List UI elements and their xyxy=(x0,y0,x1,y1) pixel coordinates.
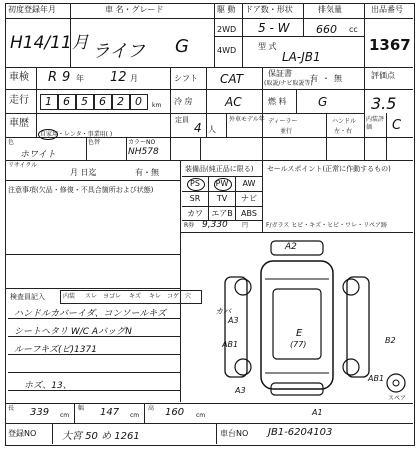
car-name-value: ライフ xyxy=(92,41,145,62)
chassis-value: JB1-6204103 xyxy=(268,427,333,438)
legend-item: キレ xyxy=(149,293,161,300)
wheel xyxy=(235,279,251,295)
capacity-label: 定員 xyxy=(175,116,189,124)
specs-v-mid xyxy=(262,67,263,160)
mileage-digit: 2 xyxy=(117,95,124,108)
mileage-digit-box xyxy=(112,94,130,110)
lot-value: 1367 xyxy=(369,36,411,54)
diagram-mark: A2 xyxy=(285,242,297,252)
wheel xyxy=(343,359,359,375)
mileage-digit-box xyxy=(76,94,94,110)
specs-v-right xyxy=(364,67,365,160)
color-no-value: NH578 xyxy=(128,147,159,157)
height-unit: cm xyxy=(196,412,206,419)
specs-v-fuel xyxy=(296,89,297,113)
warranty-no: 無 xyxy=(334,74,342,83)
mileage-digit-box xyxy=(58,94,76,110)
equip-item: PS xyxy=(190,179,200,188)
legend-item: 内装 xyxy=(63,293,76,300)
equip-grid-h xyxy=(182,206,262,207)
fuel-value: G xyxy=(318,95,328,109)
diagram-mark: B2 xyxy=(385,336,396,345)
inspection-label: 車検 xyxy=(9,72,29,83)
color-no-label: カラーNO xyxy=(128,139,156,146)
dims-top xyxy=(5,403,413,404)
wheel xyxy=(235,359,251,375)
color-v2 xyxy=(126,137,127,160)
equipment-header: 装備品(純正品に限る) xyxy=(185,165,254,173)
ac-label: 冷 房 xyxy=(174,97,193,106)
drive-2wd: 2WD xyxy=(217,25,237,34)
mileage-digit-box xyxy=(40,94,58,110)
specs-v-main xyxy=(170,67,171,160)
height-label: 高 xyxy=(148,405,155,412)
inspection-era: R xyxy=(48,70,58,85)
interior-label: 内装評価 xyxy=(366,116,385,131)
diagram-mark: A3 xyxy=(228,316,239,325)
header-v5 xyxy=(364,3,365,67)
import-label: 外車モデル年 xyxy=(229,116,265,123)
legend-item: キズ xyxy=(129,293,141,300)
reg-v2 xyxy=(216,423,217,444)
header-v3 xyxy=(242,3,243,67)
displacement-label: 排気量 xyxy=(318,5,342,14)
header-v2 xyxy=(214,3,215,67)
dims-bottom xyxy=(5,423,413,424)
inspector-top xyxy=(5,288,180,289)
equip-item: ナビ xyxy=(241,194,257,203)
header-mid-divider xyxy=(214,36,364,37)
length-label: 長 xyxy=(8,405,15,412)
equip-item: SR xyxy=(189,194,201,203)
fuel-label: 燃 料 xyxy=(268,97,287,106)
header-top-divider xyxy=(5,18,413,19)
score-label: 評価点 xyxy=(371,71,395,80)
history-label: 車歴 xyxy=(9,118,29,129)
inspector-line: ホズ、13、 xyxy=(24,381,72,391)
specs-row2-bottom xyxy=(5,113,365,114)
ac-value: AC xyxy=(225,95,242,109)
mileage-digit-box xyxy=(130,94,148,110)
interior-value: C xyxy=(392,118,402,133)
color-label: 色 xyxy=(8,139,15,146)
legend-item: スレ xyxy=(85,293,98,300)
equip-item: カワ xyxy=(187,209,203,218)
equip-item: AW xyxy=(242,179,256,188)
warranty-label: 保証書 xyxy=(268,69,292,78)
inspection-month-unit: 月 xyxy=(130,74,138,83)
width-label: 幅 xyxy=(78,405,85,412)
equip-item: エアB xyxy=(211,209,233,218)
handle-label: ハンドル xyxy=(332,118,357,125)
diagram-mark: AB1 xyxy=(222,340,239,349)
height-value: 160 xyxy=(165,407,185,418)
header-v4 xyxy=(303,3,304,36)
door-label: ドア数・形状 xyxy=(245,5,293,14)
equip-pw-circled xyxy=(214,178,232,191)
legend-item: 穴 xyxy=(185,293,192,300)
equip-right-border xyxy=(262,160,263,232)
mileage-digit: 0 xyxy=(135,95,142,108)
damage-legend: F/ガラス ヒビ・キズ・ヒビ・ワレ・リペア跡 xyxy=(266,222,387,229)
dims-v2 xyxy=(144,403,145,423)
recycle-fee-unit: 円 xyxy=(242,222,249,229)
wheel xyxy=(343,279,359,295)
reg-value: 大宮 50 め 1261 xyxy=(62,431,140,442)
width-unit: cm xyxy=(130,412,140,419)
width-value: 147 xyxy=(100,407,120,418)
equip-left-border xyxy=(180,160,181,232)
specs-row4-bottom xyxy=(5,160,413,161)
warranty-sub: (取説/ナビ取説等) xyxy=(264,80,313,87)
mileage-digit: 5 xyxy=(81,95,88,108)
door-value: 5 - W xyxy=(258,21,290,35)
car-front xyxy=(271,241,323,255)
lot-label: 出品番号 xyxy=(371,5,403,14)
name-grade-label: 車 名・グレード xyxy=(105,5,164,14)
shift-label: シフト xyxy=(174,74,198,83)
diagram-mark: AB1 xyxy=(368,374,385,383)
recycle-date: 月 日迄 xyxy=(70,168,97,177)
caution-label: 注意事項(欠品・修復・不具合箇所および状態) xyxy=(8,186,154,194)
notes-bottom xyxy=(5,254,180,255)
inspection-year: 9 xyxy=(62,70,71,85)
mileage-label: 走行 xyxy=(9,95,29,106)
inspector-line: ルーフキズ(ピ)1371 xyxy=(14,345,97,355)
mileage-digit-box xyxy=(94,94,112,110)
mileage-digit: 6 xyxy=(99,95,106,108)
spare-wheel-hub xyxy=(393,380,399,386)
equip-ps-circled xyxy=(187,178,205,191)
dealer-value: 並行 xyxy=(280,128,293,135)
warranty-yes: 有 xyxy=(310,74,318,83)
inspector-line: シートヘタリ W/C AバッグN xyxy=(14,327,132,337)
history-options: 自家用・レンタ・事業用( ) xyxy=(40,131,113,138)
displacement-value: 660 xyxy=(316,23,337,36)
equipment-grid xyxy=(182,176,262,220)
specs-v-shift xyxy=(206,67,207,137)
length-unit: cm xyxy=(60,412,70,419)
car-grade-value: G xyxy=(175,36,189,57)
specs-v-interior xyxy=(386,113,387,160)
recycle-fee-label: R券 xyxy=(184,222,195,229)
first-reg-value: H14/11月 xyxy=(10,33,89,53)
warranty-sep: ・ xyxy=(322,74,330,83)
capacity-value: 4 xyxy=(194,121,202,135)
inspection-month: 12 xyxy=(110,70,127,85)
car-side-right xyxy=(347,277,369,377)
color-change-label: 色替 xyxy=(88,139,101,146)
car-body-top xyxy=(261,261,333,389)
diagram-mark: E xyxy=(296,328,303,339)
diagram-mark: A1 xyxy=(312,408,323,417)
mileage-digits xyxy=(40,92,150,110)
drive-4wd: 4WD xyxy=(217,46,237,55)
equip-grid-h xyxy=(182,191,262,192)
model-label: 型 式 xyxy=(258,42,277,51)
mileage-digit: 1 xyxy=(45,95,52,108)
history-selected-mark xyxy=(38,129,58,140)
model-value: LA-JB1 xyxy=(282,50,321,64)
header-bottom-divider xyxy=(5,67,413,68)
equip-grid-v xyxy=(235,176,236,220)
recycle-row-bottom xyxy=(5,180,180,181)
chassis-label: 車台NO xyxy=(220,429,249,438)
specs-v-dealer xyxy=(326,113,327,160)
specs-v-label xyxy=(36,67,37,137)
mileage-digit: 6 xyxy=(63,95,70,108)
legend-item: コゲ xyxy=(167,293,180,300)
specs-v-capacity xyxy=(226,113,227,137)
equip-grid-h xyxy=(182,176,262,177)
drive-label: 駆 動 xyxy=(217,5,236,14)
dealer-label: ディーラー xyxy=(268,118,298,125)
equip-item: TV xyxy=(216,194,228,203)
recycle-fee-value: 9,330 xyxy=(202,220,228,230)
dims-v1 xyxy=(74,403,75,423)
reg-v1 xyxy=(52,423,53,444)
color-value: ホワイト xyxy=(20,150,56,160)
recycle-status: 有・無 xyxy=(135,168,159,177)
specs-row1-bottom xyxy=(5,89,413,90)
inspector-rule xyxy=(8,372,180,373)
displacement-unit: cc xyxy=(349,25,358,34)
recycle-label: リサイクル xyxy=(8,162,38,169)
equip-item: ABS xyxy=(241,209,257,218)
spare-wheel xyxy=(387,374,405,392)
equip-grid-v xyxy=(208,176,209,220)
color-v1 xyxy=(86,137,87,160)
capacity-unit: 人 xyxy=(208,125,216,134)
first-reg-label: 初度登録年月 xyxy=(8,5,56,14)
score-value: 3.5 xyxy=(371,94,397,113)
inspector-label: 検査員記入 xyxy=(10,293,45,301)
sales-point-label: セールスポイント(正常に作動するもの) xyxy=(267,165,391,173)
diagram-mark: カバ xyxy=(215,307,231,316)
shift-value: CAT xyxy=(220,72,244,86)
reg-label: 登録NO xyxy=(8,429,37,438)
handle-value: 左・右 xyxy=(334,128,353,135)
specs-v-history xyxy=(200,137,201,160)
length-value: 339 xyxy=(30,407,50,418)
inspection-year-unit: 年 xyxy=(76,74,84,83)
equip-item: PW xyxy=(215,179,229,188)
spare-label: スペア xyxy=(388,395,407,402)
diagram-mark: A3 xyxy=(235,386,246,395)
legend-item: ヨゴレ xyxy=(103,293,122,300)
diagram-mark: (77) xyxy=(290,340,307,349)
mileage-unit: km xyxy=(152,102,162,109)
car-side-left xyxy=(225,277,247,377)
inspector-line: ハンドルカバーイダ、コンソールキズ xyxy=(14,309,167,319)
